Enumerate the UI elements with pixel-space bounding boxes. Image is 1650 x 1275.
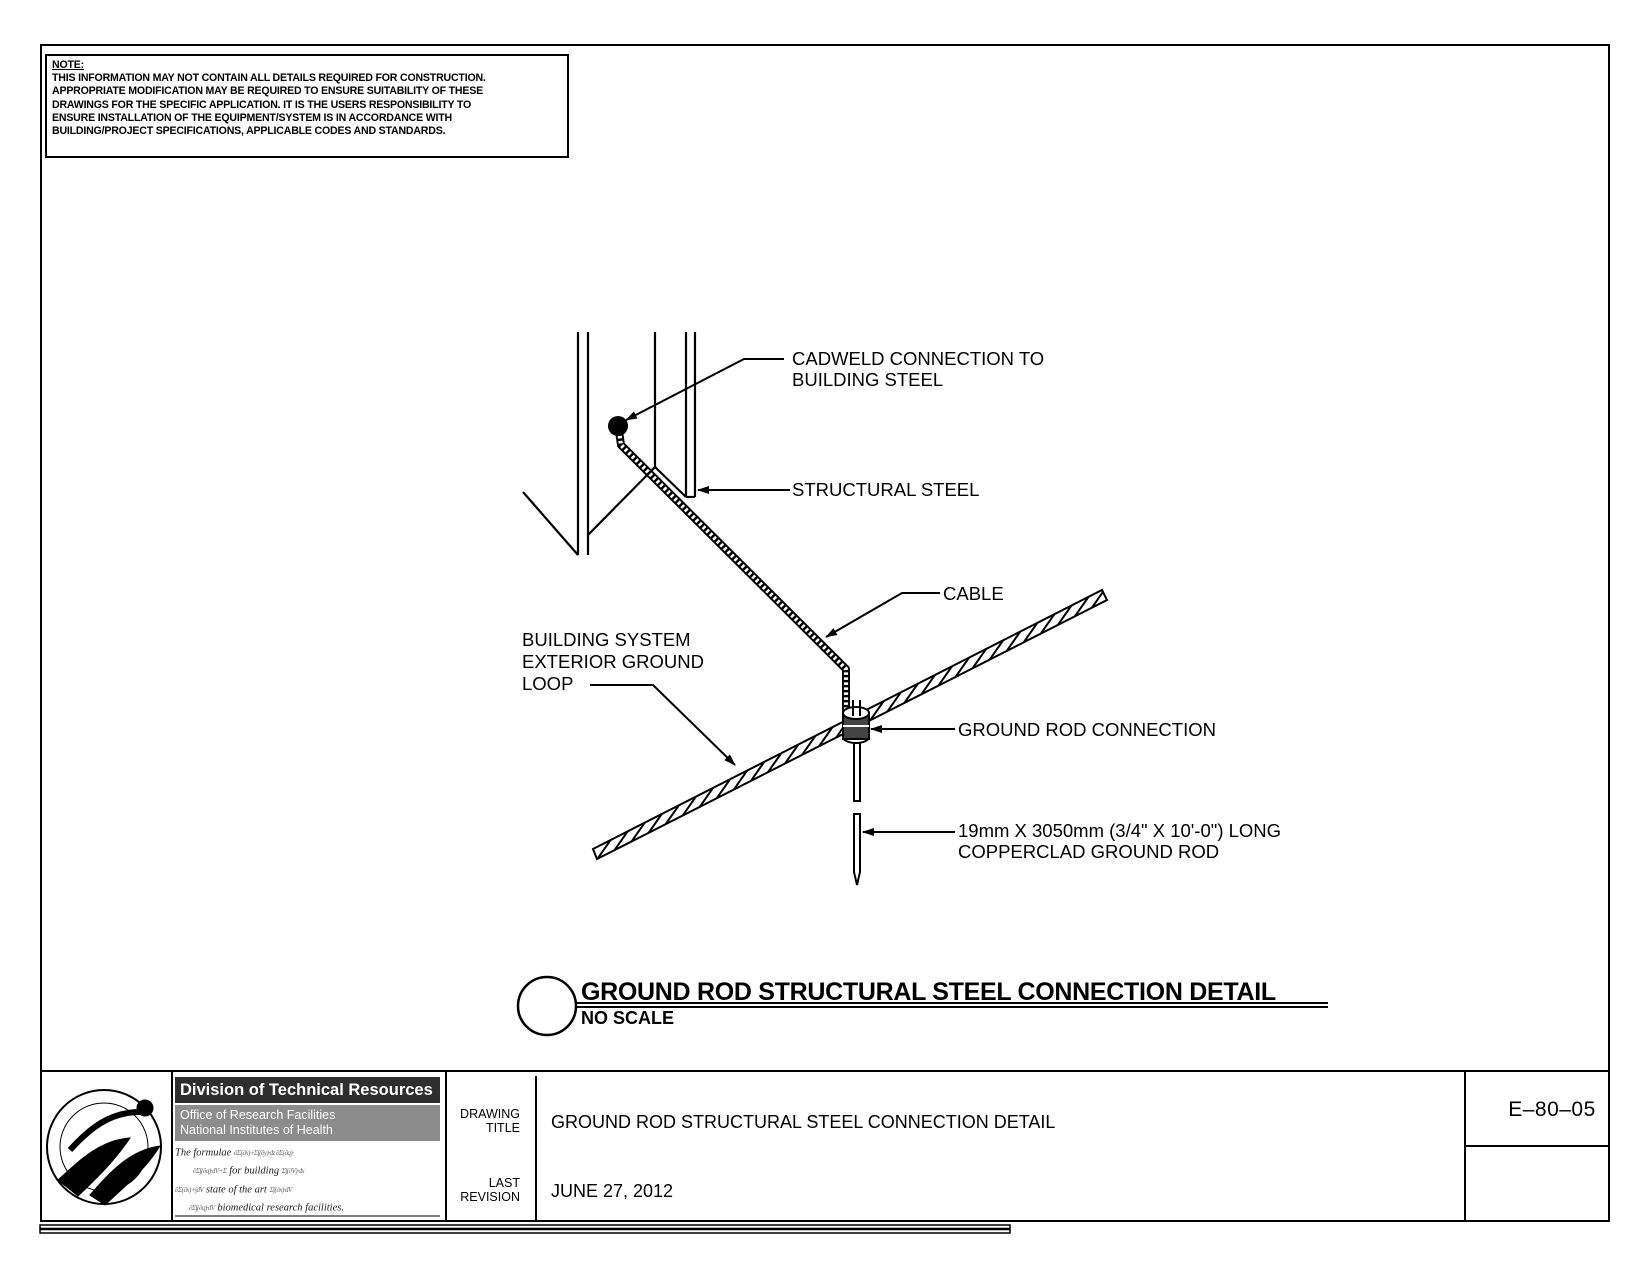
formula-text-2: for building [229, 1165, 280, 1177]
detail-title: GROUND ROD STRUCTURAL STEEL CONNECTION DETAIL [581, 978, 1276, 1006]
label-ground-rod-line-2: COPPERCLAD GROUND ROD [958, 841, 1220, 862]
revision-label-line-1: LAST [488, 1176, 520, 1190]
structural-steel [523, 332, 695, 555]
note-line: ENSURE INSTALLATION OF THE EQUIPMENT/SYSTEM IS IN ACCORDANCE WITH [52, 111, 452, 124]
hhs-seal-icon [47, 1090, 161, 1205]
label-ground-rod-line-1: 19mm X 3050mm (3/4" X 10'-0") LONG [958, 820, 1282, 841]
note-line: APPROPRIATE MODIFICATION MAY BE REQUIRED TO ENSURE SUITABILITY OF THESE [52, 85, 483, 98]
formula-glyphs: Σ∫(∂x)·dV [269, 1185, 292, 1194]
formula-glyphs: ∂Σ∫(∂q)·dV [189, 1204, 215, 1213]
formula-glyphs: ∂Σ∫(∂q)·dV+Σ [193, 1167, 227, 1176]
note-line: BUILDING/PROJECT SPECIFICATIONS, APPLICABLE CODES AND STANDARDS. [52, 125, 446, 138]
sheet-number: E–80–05 [1508, 1098, 1596, 1121]
note-heading: NOTE: [52, 59, 84, 71]
note-line: DRAWINGS FOR THE SPECIFIC APPLICATION. IT IS THE USERS RESPONSIBILITY TO [52, 98, 472, 111]
ground-rod [854, 743, 860, 885]
formula-text-3: state of the art [205, 1184, 267, 1196]
revision-date: JUNE 27, 2012 [551, 1181, 674, 1201]
formula-glyphs: ∂Σ(∂x)+Σ∫(∂y)·dz ∂Σ(∂q)· [233, 1149, 294, 1157]
detail-scale: NO SCALE [581, 1008, 675, 1028]
label-cadweld-line-1: CADWELD CONNECTION TO [792, 348, 1045, 369]
label-cable: CABLE [943, 583, 1004, 604]
detail-bubble [518, 977, 576, 1035]
formula-banner [175, 1144, 440, 1216]
label-cadweld-line-2: BUILDING STEEL [792, 369, 944, 390]
formula-text-1: The formulae [175, 1147, 232, 1159]
revision-label-line-2: REVISION [460, 1190, 520, 1204]
cadweld-connection [608, 416, 628, 436]
label-ground-loop-line-2: EXTERIOR GROUND [522, 651, 704, 672]
formula-text-4: biomedical research facilities. [217, 1202, 344, 1214]
label-structural-steel: STRUCTURAL STEEL [792, 479, 980, 500]
org-line-1: Office of Research Facilities [180, 1108, 336, 1122]
leader-cadweld [626, 359, 784, 420]
drawing-label-line-2: TITLE [485, 1121, 520, 1135]
org-subtitle [175, 1105, 440, 1141]
revision-label [446, 1176, 520, 1204]
org-line-2: National Institutes of Health [180, 1123, 333, 1137]
note-line: THIS INFORMATION MAY NOT CONTAIN ALL DETAILS REQUIRED FOR CONSTRUCTION. [52, 72, 486, 85]
formula-glyphs: Σ∫(∂V)·dx [281, 1167, 305, 1176]
label-ground-rod-connection: GROUND ROD CONNECTION [958, 719, 1216, 740]
leader-cable [826, 593, 940, 637]
drawing-title-label [446, 1107, 520, 1135]
drawing-title-value: GROUND ROD STRUCTURAL STEEL CONNECTION DETAIL [551, 1112, 1056, 1132]
label-ground-loop-line-1: BUILDING SYSTEM [522, 629, 691, 650]
leader-ground-loop [590, 685, 735, 765]
org-title: Division of Technical Resources [175, 1077, 440, 1103]
cable-line [619, 431, 846, 715]
label-ground-loop-line-3: LOOP [522, 673, 574, 694]
drawing-label-line-1: DRAWING [460, 1107, 520, 1121]
formula-glyphs: ∂Σ(∂x)+∫dV [175, 1185, 204, 1194]
